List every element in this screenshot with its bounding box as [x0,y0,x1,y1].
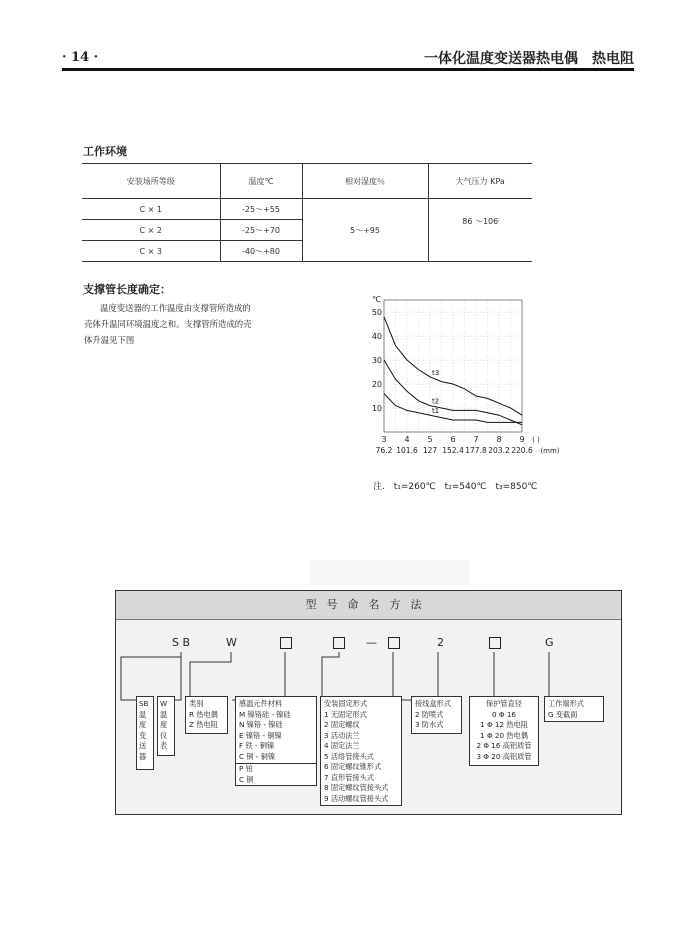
x-mm-tick-label: 203.2 [488,446,510,455]
x-mm-unit-label: (mm) [540,447,560,455]
x-mm-tick-label: 220.6 [511,446,533,455]
note-t1: t₁=260℃ [393,482,436,492]
box-line: 保护管直径 [486,699,522,708]
code-sb: S B [172,636,191,649]
code-two: 2 [437,636,444,649]
environment-title: 工作环境 [83,145,127,158]
box-line: 变 [139,730,147,740]
box-line: 感温元件材料 [239,699,283,708]
col-header-humidity: 相对湿度％ [302,164,428,199]
box-line: W [160,699,168,708]
col-header-pressure: 大气压力 KPa [428,164,532,199]
x-tick-label: 8 [496,435,502,444]
cell-humidity: 5～+95 [302,199,428,262]
box-line: R 热电偶 [189,709,218,719]
code-box-terminal [544,696,604,722]
box-line: 2 Φ 16 高铝质管 [476,741,532,750]
box-line: 工作端形式 [548,699,584,708]
note-prefix: 注. [373,482,385,492]
box-line: 2 固定螺纹 [324,720,360,729]
x-mm-tick-label: 177.8 [465,446,487,455]
box-line: P 铂 [239,764,253,773]
box-line: 0 Φ 16 [492,709,516,719]
box-line: SB [139,699,149,708]
code-box-element [235,696,317,786]
code-box-category [185,696,228,734]
x-tick-label: 7 [473,435,479,444]
box-line: 器 [139,751,147,761]
support-title: 支撑管长度确定： [83,283,171,296]
box-line: N 镍铬 - 镍硅 [239,720,283,729]
box-line: 5 活络管接头式 [324,751,374,761]
box-line: G 变截面 [548,709,578,719]
code-box-w [157,696,175,756]
box-line: 1 Φ 20 热电偶 [480,730,528,740]
box-line: 4 固定法兰 [324,741,360,750]
box-line: 3 活动法兰 [324,730,360,740]
box-line: 安装固定形式 [324,699,368,708]
y-axis-label: ℃ [372,295,381,304]
series-label-t2: t2 [432,397,440,406]
cell-pressure: 86 ～106 [428,199,532,262]
paragraph-line: 壳体升温同环境温度之和。支撑管所造成的壳 [84,319,252,329]
box-line: 送 [139,741,147,750]
box-line: F 铁 - 铜镍 [239,741,275,750]
col-header-temp: 温度℃ [220,164,302,199]
x-mm-tick-label: 76.2 [375,446,393,455]
series-label-t1: t1 [432,407,440,416]
x-tick-label: 5 [427,435,433,444]
x-unit-label: ( ) [532,436,540,444]
y-tick-label: 30 [371,356,382,365]
page-number: · 14 · [62,50,99,65]
code-w: W [226,636,237,649]
box-line: 6 固定螺纹锥形式 [324,762,382,771]
cell-temp: -40～+80 [220,241,302,262]
cell-grade: C × 2 [82,220,220,241]
note-t3: t₃=850℃ [495,482,538,492]
code-box-sb [136,696,154,770]
box-line: E 镍铬 - 铜镍 [239,730,282,740]
y-tick-label: 50 [371,308,382,317]
code-dash: — [366,636,377,649]
box-line: 1 Φ 12 热电阻 [480,720,528,729]
cell-temp: -25～+55 [220,199,302,220]
box-line: 类别 [189,699,204,708]
x-tick-label: 4 [404,435,410,444]
col-header-grade: 安装场所等级 [82,164,220,199]
paragraph-line: 温度变送器的工作温度由支撑管所造成的 [100,303,251,313]
x-mm-tick-label: 127 [422,446,438,455]
x-mm-tick-label: 101.6 [396,446,418,455]
x-tick-label: 6 [450,435,456,444]
box-line: 7 直形管接头式 [324,772,374,782]
y-tick-label: 40 [371,332,382,341]
box-line: 接线盒形式 [415,699,451,708]
y-tick-label: 10 [371,404,382,413]
x-tick-label: 9 [519,435,525,444]
box-line: 度 [139,720,147,729]
box-line: Z 热电阻 [189,720,218,729]
cell-temp: -25～+70 [220,220,302,241]
x-tick-label: 3 [381,435,387,444]
box-line: 3 Φ 20 高铝质管 [476,751,532,761]
box-line: C 铜 - 铜镍 [239,751,276,761]
model-title: 型号命名方法 [116,591,621,620]
code-box-tube [469,696,539,766]
x-mm-tick-label: 152.4 [442,446,464,455]
box-line: 8 固定螺纹管接头式 [324,783,389,792]
box-line: 度 [160,720,168,729]
box-line: 9 活动螺纹管接头式 [324,793,389,803]
page-title: 一体化温度变送器热电偶 热电阻 [424,51,634,67]
box-line: C 铜 [239,774,254,784]
box-line: 1 无固定形式 [324,709,367,719]
box-line: 仪 [160,730,168,740]
paragraph-line: 体升温见下图 [84,335,135,345]
box-divider [236,763,316,785]
code-box-mount [320,696,402,806]
cell-grade: C × 3 [82,241,220,262]
note-t2: t₂=540℃ [444,482,487,492]
box-line: 2 防喷式 [415,709,444,719]
code-g: G [545,636,554,649]
box-line: 温 [160,709,168,719]
box-line: 表 [160,741,168,750]
box-line: 温 [139,709,147,719]
box-line: 3 防水式 [415,720,444,729]
y-tick-label: 20 [371,380,382,389]
series-label-t3: t3 [432,368,440,377]
cell-grade: C × 1 [82,199,220,220]
box-line: M 镍铬硅 - 镍硅 [239,709,291,719]
code-box-junction [411,696,462,734]
